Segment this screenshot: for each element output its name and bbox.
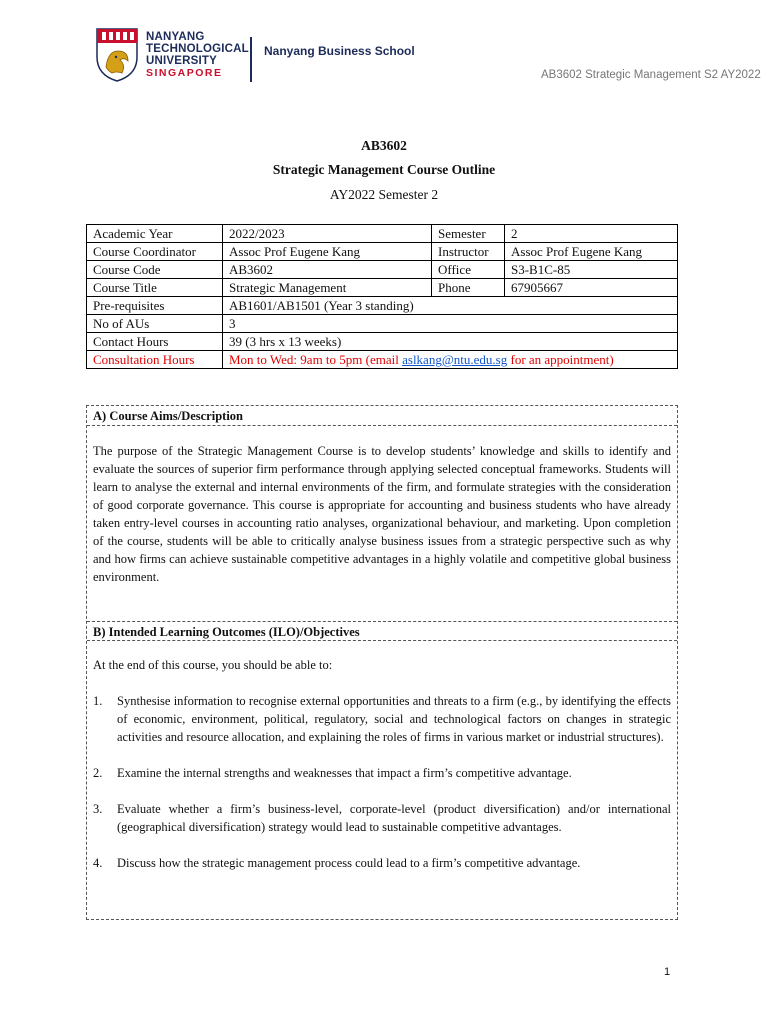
section-b-heading: B) Intended Learning Outcomes (ILO)/Objectives [87, 621, 677, 641]
table-cell-label: Course Code [87, 261, 223, 279]
section-a-heading: A) Course Aims/Description [87, 406, 677, 426]
table-cell-value: 2 [505, 225, 678, 243]
consultation-hours-label: Consultation Hours [87, 351, 223, 369]
table-cell-label: Office [432, 261, 505, 279]
table-cell-label: Academic Year [87, 225, 223, 243]
table-cell-value: 39 (3 hrs x 13 weeks) [223, 333, 678, 351]
outcomes-intro: At the end of this course, you should be able to: [93, 658, 333, 672]
table-cell-label: Course Coordinator [87, 243, 223, 261]
table-cell-label: Pre-requisites [87, 297, 223, 315]
course-code-title: AB3602 [361, 138, 407, 153]
learning-outcomes-list [93, 692, 671, 890]
list-item [93, 800, 671, 836]
list-item-text: Discuss how the strategic management process could lead to a firm’s competitive advantage. [117, 856, 581, 870]
university-location: SINGAPORE [146, 67, 223, 79]
table-row [87, 261, 678, 279]
table-cell-label: Course Title [87, 279, 223, 297]
consultation-hours-value [223, 351, 678, 369]
page-header [86, 25, 761, 90]
table-row [87, 315, 678, 333]
list-item [93, 692, 671, 746]
table-row [87, 225, 678, 243]
table-row [87, 297, 678, 315]
page-number: 1 [664, 966, 671, 978]
table-row [87, 279, 678, 297]
school-name: Nanyang Business School [264, 44, 415, 58]
table-cell-label: No of AUs [87, 315, 223, 333]
course-details-box [86, 405, 678, 920]
consultation-hours-text: for an appointment) [507, 352, 614, 367]
list-item-text: Synthesise information to recognise external opportunities and threats to a firm (e.g., by identifying the effects of economic, environment, political, regulatory, social and technological factors on changes in strategic activities and resource allocation, and explaining the roles of firms in various market or industrial structures). [117, 694, 671, 744]
email-link[interactable]: aslkang@ntu.edu.sg [402, 352, 508, 367]
list-item [93, 854, 671, 872]
table-cell-value: Assoc Prof Eugene Kang [505, 243, 678, 261]
university-name-line: TECHNOLOGICAL [146, 43, 249, 55]
university-name-line: NANYANG [146, 31, 205, 43]
consultation-hours-text: Mon to Wed: 9am to 5pm (email [229, 352, 403, 367]
table-cell-value: 2022/2023 [223, 225, 432, 243]
table-row [87, 333, 678, 351]
list-item [93, 764, 671, 782]
list-item-number: 1. [93, 694, 103, 708]
table-cell-value: AB3602 [223, 261, 432, 279]
ntu-crest-icon [94, 27, 140, 83]
university-name [146, 31, 249, 79]
course-info-table [86, 224, 678, 369]
table-cell-label: Phone [432, 279, 505, 297]
course-description: The purpose of the Strategic Management Course is to develop students’ knowledge and skills to identify and evaluate the sources of superior firm performance through applying selected conceptual frameworks. Students will learn to analyse the external and internal environments of the firm, and formulate strategies with the consideration of good corporate governance. This course is appropriate for accounting and business students who have already taken entry-level courses in accounting ratio analyses, organizational behaviour, and marketing. Upon completion of the course, students will be able to critically analyse business issues from a strategic perspective such as why and how firms can achieve sustainable competitive advantages in a highly volatile and competitive global business environment. [93, 444, 671, 584]
course-outline-title: Strategic Management Course Outline [272, 162, 496, 177]
table-cell-value: Strategic Management [223, 279, 432, 297]
list-item-text: Examine the internal strengths and weaknesses that impact a firm’s competitive advantage. [117, 766, 572, 780]
table-row [87, 351, 678, 369]
table-cell-label: Contact Hours [87, 333, 223, 351]
table-cell-label: Semester [432, 225, 505, 243]
document-reference: AB3602 Strategic Management S2 AY2022 [541, 69, 761, 81]
course-term: AY2022 Semester 2 [329, 187, 439, 202]
table-cell-value: S3-B1C-85 [505, 261, 678, 279]
table-cell-value: AB1601/AB1501 (Year 3 standing) [223, 297, 678, 315]
table-cell-value: Assoc Prof Eugene Kang [223, 243, 432, 261]
list-item-text: Evaluate whether a firm’s business-level, corporate-level (product diversification) and/or international (geographical diversification) strategy would lead to sustainable competitive advantages. [117, 802, 671, 834]
table-cell-label: Instructor [432, 243, 505, 261]
table-cell-value: 3 [223, 315, 678, 333]
table-row [87, 243, 678, 261]
list-item-number: 4. [93, 856, 103, 870]
table-cell-value: 67905667 [505, 279, 678, 297]
ntu-logo [94, 27, 249, 83]
list-item-number: 3. [93, 802, 103, 816]
header-divider [250, 37, 252, 82]
university-name-line: UNIVERSITY [146, 55, 218, 67]
list-item-number: 2. [93, 766, 103, 780]
